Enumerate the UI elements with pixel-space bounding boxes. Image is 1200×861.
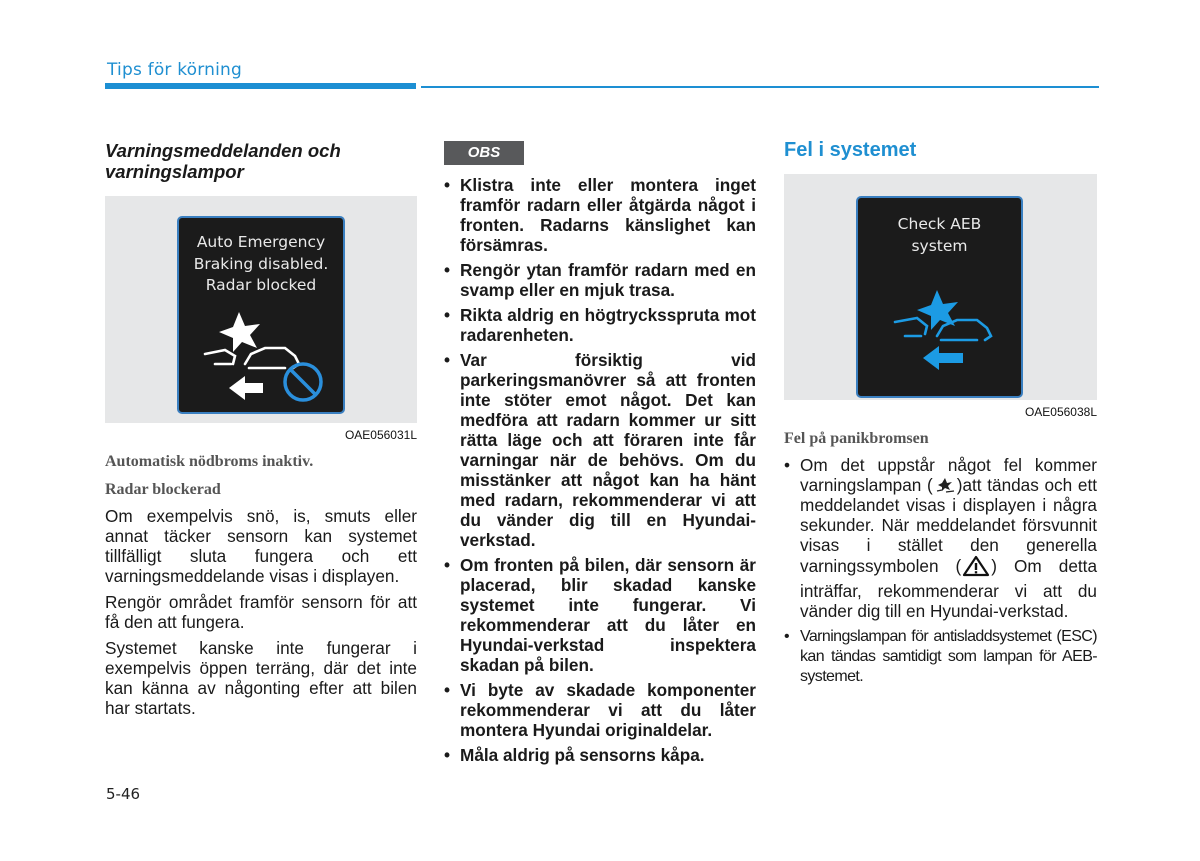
- list-item-text-part2: )att tändas och ett meddelandet visas i displayen i några sekunder. När meddelandet försvunnit visas i stället den generella varningssymbolen (: [800, 475, 1097, 576]
- fault-list: [784, 455, 1097, 687]
- list-item: [444, 350, 756, 550]
- subheading-radar-blocked: Radar blockerad: [105, 481, 221, 498]
- bullet: •: [444, 745, 451, 765]
- display-screen: [856, 196, 1023, 398]
- list-item: [444, 745, 756, 765]
- bullet: •: [444, 175, 451, 195]
- list-item: [784, 455, 1097, 621]
- screen-line-2: system: [911, 237, 968, 255]
- bullet: •: [444, 260, 451, 280]
- bullet: •: [784, 455, 791, 475]
- aeb-warning-icon: [859, 286, 1019, 386]
- header-rule-thick: [105, 83, 416, 89]
- column-middle: [444, 130, 756, 770]
- aeb-disabled-icon: [181, 302, 341, 412]
- list-item: [444, 305, 756, 345]
- list-item-text: Klistra inte eller montera inget framför radarn eller åtgärda något i fronten. Radarns känslighet kan försämras.: [460, 175, 756, 255]
- list-item-text-part1: Om det uppstår något fel kommer varningslampan (: [800, 455, 1097, 495]
- figure-check-aeb: [784, 174, 1097, 400]
- figure-code: OAE056038L: [1024, 405, 1097, 419]
- bullet: •: [444, 555, 451, 575]
- subheading-panic-brake-fault: Fel på panikbromsen: [784, 430, 929, 447]
- section-heading-system-fault: Fel i systemet: [784, 139, 917, 161]
- column-left: [105, 130, 417, 724]
- list-item-text: Varningslampan för antisladdsystemet (ESC) kan tändas samtidigt som lampan för AEB-systemet.: [800, 628, 1097, 685]
- screen-line-3: Radar blocked: [205, 276, 317, 294]
- list-item-text: Om fronten på bilen, där sensorn är placerad, blir skadad kanske systemet inte fungerar. Vi rekommenderar att du låter en Hyundai-verkstad inspektera skadan på bilen.: [460, 555, 756, 675]
- list-item-text: Rikta aldrig en högtrycksspruta mot radarenheten.: [460, 305, 756, 345]
- obs-list: [444, 175, 756, 765]
- screen-line-2: Braking disabled.: [193, 255, 329, 273]
- section-heading-warnings: Varningsmeddelanden och varningslampor: [105, 140, 341, 182]
- figure-radar-blocked: [105, 196, 417, 423]
- list-item-text: Vi byte av skadade komponenter rekommenderar vi att du låter montera Hyundai originaldelar.: [460, 680, 756, 740]
- figure-code: OAE056031L: [344, 428, 417, 442]
- list-item-text: Rengör ytan framför radarn med en svamp eller en mjuk trasa.: [460, 260, 756, 300]
- bullet: •: [784, 628, 790, 645]
- list-item: [444, 175, 756, 255]
- aeb-warning-lamp-icon: [934, 477, 956, 495]
- list-item-text: Var försiktig vid parkeringsmanövrer så att fronten inte stöter emot något. Det kan medföra att radarn kommer ur sitt rätta läge och att föraren inte får varningar när de behövs. Om du misstänker att något kan ha hänt med radarn, rekommenderar vi att du vänder dig till en Hyundai-verkstad.: [460, 350, 756, 550]
- list-item-text: Måla aldrig på sensorns kåpa.: [460, 745, 705, 765]
- header-rule-thin: [421, 86, 1099, 88]
- subheading-aeb-inactive: Automatisk nödbroms inaktiv.: [105, 453, 314, 470]
- obs-badge: OBS: [444, 141, 524, 165]
- paragraph: Om exempelvis snö, is, smuts eller annat täcker sensorn kan systemet tillfälligt sluta fungera och ett varningsmeddelande visas i displayen.: [105, 506, 417, 586]
- screen-line-1: Auto Emergency: [196, 233, 326, 251]
- list-item: [784, 627, 1097, 687]
- list-item: [444, 555, 756, 675]
- paragraph: Rengör området framför sensorn för att få den att fungera.: [105, 592, 417, 632]
- column-right: [784, 130, 1097, 693]
- page-number: 5-46: [106, 785, 141, 803]
- list-item: [444, 260, 756, 300]
- bullet: •: [444, 680, 451, 700]
- display-screen: [177, 216, 345, 414]
- list-item-text-part3: ) Om detta inträffar, rekommenderar vi att du vänder dig till en Hyundai-verkstad.: [800, 556, 1098, 621]
- header-title: Tips för körning: [107, 60, 243, 80]
- list-item: [444, 680, 756, 740]
- paragraph: Systemet kanske inte fungerar i exempelvis öppen terräng, där det inte kan känna av någonting efter att bilen har startats.: [105, 638, 417, 718]
- bullet: •: [444, 305, 451, 325]
- screen-line-1: Check AEB: [897, 215, 982, 233]
- bullet: •: [444, 350, 451, 370]
- warning-triangle-icon: [962, 555, 990, 581]
